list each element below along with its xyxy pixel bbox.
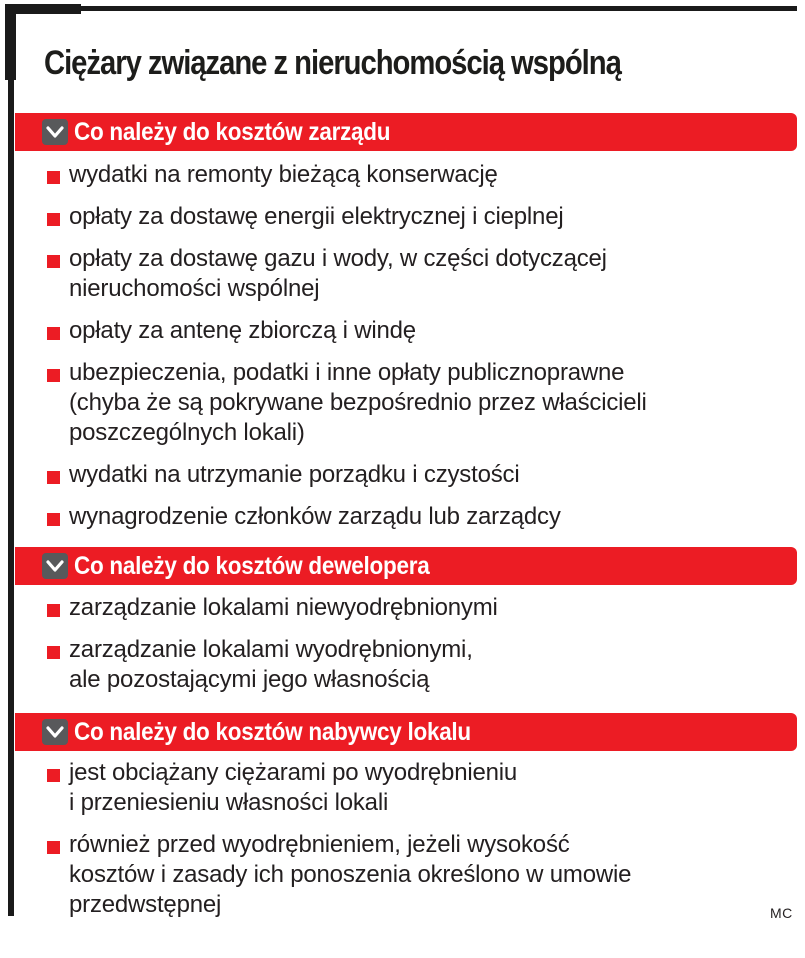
list-item-text: opłaty za dostawę energii elektrycznej i cieplnej bbox=[69, 203, 564, 230]
bullet-square-icon bbox=[47, 841, 60, 854]
bullet-square-icon bbox=[47, 369, 60, 382]
chevron-down-icon bbox=[42, 553, 68, 579]
list-item bbox=[44, 593, 784, 623]
list-item-text: opłaty za dostawę gazu i wody, w części dotyczącej nieruchomości wspólnej bbox=[69, 245, 607, 302]
bullet-square-icon bbox=[47, 255, 60, 268]
bullet-square-icon bbox=[47, 471, 60, 484]
list-item bbox=[44, 316, 784, 346]
bullet-square-icon bbox=[47, 769, 60, 782]
section-header-developer-costs bbox=[15, 547, 797, 585]
list-item-text: opłaty za antenę zbiorczą i windę bbox=[69, 317, 416, 344]
section-list-developer-costs bbox=[44, 593, 784, 707]
list-item-text: zarządzanie lokalami niewyodrębnionymi bbox=[69, 594, 498, 621]
page-title: Ciężary związane z nieruchomością wspólną bbox=[44, 44, 621, 82]
list-item bbox=[44, 635, 784, 695]
list-item bbox=[44, 758, 784, 818]
frame-left-rule bbox=[8, 6, 14, 916]
list-item bbox=[44, 460, 784, 490]
bullet-square-icon bbox=[47, 646, 60, 659]
list-item-text: zarządzanie lokalami wyodrębnionymi, ale pozostającymi jego własnością bbox=[69, 636, 473, 693]
bullet-square-icon bbox=[47, 213, 60, 226]
bullet-square-icon bbox=[47, 604, 60, 617]
list-item-text: jest obciążany ciężarami po wyodrębnieniu i przeniesieniu własności lokali bbox=[69, 759, 518, 816]
list-item bbox=[44, 160, 784, 190]
list-item bbox=[44, 244, 784, 304]
author-credit: MC bbox=[770, 905, 793, 921]
section-list-management-costs bbox=[44, 160, 784, 544]
section-list-buyer-costs bbox=[44, 758, 784, 932]
bullet-square-icon bbox=[47, 513, 60, 526]
section-label: Co należy do kosztów nabywcy lokalu bbox=[74, 718, 471, 746]
chevron-down-icon bbox=[42, 119, 68, 145]
list-item-text: ubezpieczenia, podatki i inne opłaty publicznoprawne (chyba że są pokrywane bezpośrednio przez właścicieli poszczególnych lokali) bbox=[69, 359, 647, 446]
frame-top-rule bbox=[5, 6, 797, 11]
list-item bbox=[44, 502, 784, 532]
section-label: Co należy do kosztów dewelopera bbox=[74, 552, 430, 580]
section-header-buyer-costs bbox=[15, 713, 797, 751]
list-item-text: wynagrodzenie członków zarządu lub zarządcy bbox=[69, 503, 561, 530]
list-item bbox=[44, 358, 784, 448]
section-header-management-costs bbox=[15, 113, 797, 151]
list-item bbox=[44, 202, 784, 232]
chevron-down-icon bbox=[42, 719, 68, 745]
bullet-square-icon bbox=[47, 327, 60, 340]
list-item-text: wydatki na utrzymanie porządku i czystości bbox=[69, 461, 520, 488]
list-item bbox=[44, 830, 784, 920]
list-item-text: również przed wyodrębnieniem, jeżeli wysokość kosztów i zasady ich ponoszenia określono w umowie przedwstępnej bbox=[69, 831, 632, 918]
bullet-square-icon bbox=[47, 171, 60, 184]
section-label: Co należy do kosztów zarządu bbox=[74, 118, 391, 146]
list-item-text: wydatki na remonty bieżącą konserwację bbox=[69, 161, 498, 188]
